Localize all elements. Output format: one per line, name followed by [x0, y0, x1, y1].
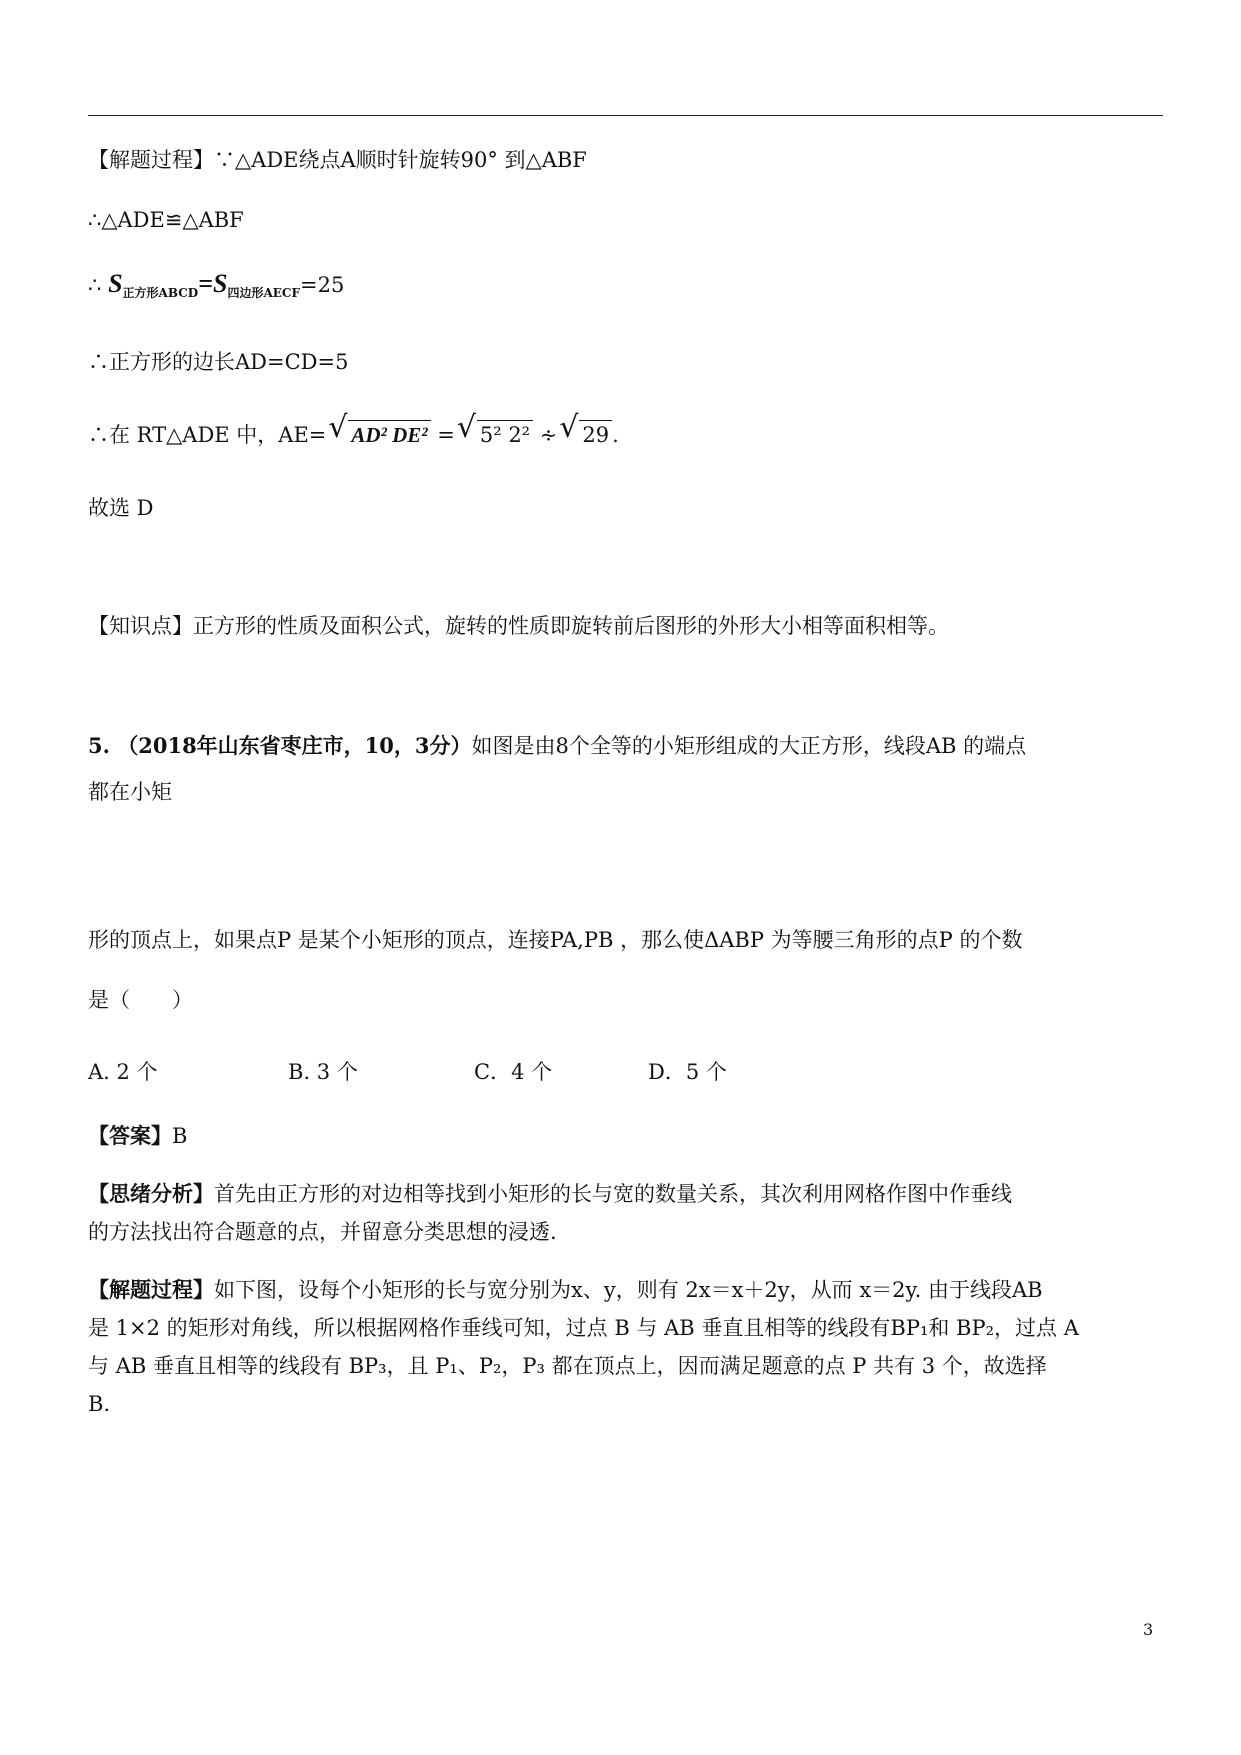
- period: .: [612, 423, 619, 447]
- equals-1: =: [437, 423, 455, 447]
- area-value: =25: [300, 273, 345, 297]
- sqrt-ad-de: √ AD² DE²: [328, 420, 430, 449]
- side-length-line: ∴正方形的边长AD=CD=5: [88, 350, 349, 374]
- area-symbol-2: S: [213, 269, 228, 298]
- knowledge-label: 【知识点】: [88, 614, 193, 638]
- process-label: 【解题过程】: [88, 1277, 214, 1302]
- equals-2: ∻: [533, 423, 558, 447]
- solution-line-1: [88, 146, 587, 174]
- analysis-text: 首先由正方形的对边相等找到小矩形的长与宽的数量关系，其次利用网格作图中作垂线: [214, 1182, 1012, 1206]
- sqrt-29: √ 29: [559, 420, 612, 449]
- question-5-text: 如图是由8个全等的小矩形组成的大正方形，线段AB 的端点: [471, 734, 1027, 758]
- option-c: C．4 个: [474, 1060, 553, 1084]
- option-b: B. 3 个: [288, 1060, 358, 1084]
- area-subscript-1: 正方形ABCD: [122, 286, 199, 301]
- solution-text: ∵△ADE绕点A顺时针旋转90° 到△ABF: [214, 148, 587, 172]
- area-subscript-2: 四边形AECF: [227, 286, 300, 301]
- knowledge-line: [88, 612, 949, 640]
- question-5-line-3: 形的顶点上，如果点P 是某个小矩形的顶点，连接PA,PB ，那么使ΔABP 为等腰三角形的点P 的个数: [88, 928, 1023, 952]
- choose-d-line: 故选 D: [88, 496, 154, 520]
- answer-value: B: [172, 1124, 188, 1148]
- ae-calculation: [88, 410, 619, 449]
- congruence-line: ∴△ADE≌△ABF: [88, 208, 244, 232]
- page-number: 3: [1143, 1620, 1154, 1639]
- option-d: D．5 个: [648, 1060, 727, 1084]
- analysis-line-2: 的方法找出符合题意的点，并留意分类思想的浸透.: [88, 1220, 557, 1244]
- question-5-line-4: 是（ ）: [88, 988, 193, 1012]
- answer-label: 【答案】: [88, 1123, 172, 1148]
- answer-line: [88, 1122, 187, 1150]
- analysis-line-1: [88, 1180, 1012, 1208]
- process-line-4: B.: [88, 1392, 111, 1416]
- question-5-line-2: 都在小矩: [88, 780, 172, 804]
- process-line-1: [88, 1276, 1043, 1304]
- header-rule: [88, 115, 1163, 116]
- question-5-label: 5. （2018年山东省枣庄市，10，3分）: [88, 733, 472, 758]
- solution-label: 【解题过程】: [88, 148, 214, 172]
- analysis-label: 【思绪分析】: [88, 1181, 214, 1206]
- options-row: [88, 1058, 727, 1086]
- question-5-line-1: [88, 732, 1026, 760]
- process-line-2: 是 1×2 的矩形对角线，所以根据网格作垂线可知，过点 B 与 AB 垂直且相等的线段有BP₁和 BP₂，过点 A: [88, 1316, 1079, 1340]
- process-line-3: 与 AB 垂直且相等的线段有 BP₃，且 P₁、P₂，P₃ 都在顶点上，因而满足题意的点 P 共有 3 个，故选择: [88, 1354, 1047, 1378]
- equals-sign: =: [198, 269, 213, 298]
- ae-prefix: ∴在 RT△ADE 中，AE=: [88, 423, 327, 447]
- therefore-symbol: ∴: [88, 273, 102, 297]
- area-symbol-1: S: [108, 269, 123, 298]
- area-equation: [88, 270, 344, 307]
- sqrt-5-2: √ 5² 2²: [457, 420, 533, 449]
- knowledge-text: 正方形的性质及面积公式，旋转的性质即旋转前后图形的外形大小相等面积相等。: [193, 614, 949, 638]
- option-a: A. 2 个: [88, 1060, 158, 1084]
- process-text: 如下图，设每个小矩形的长与宽分别为x、y，则有 2x＝x＋2y，从而 x＝2y. 由于线段AB: [214, 1278, 1043, 1302]
